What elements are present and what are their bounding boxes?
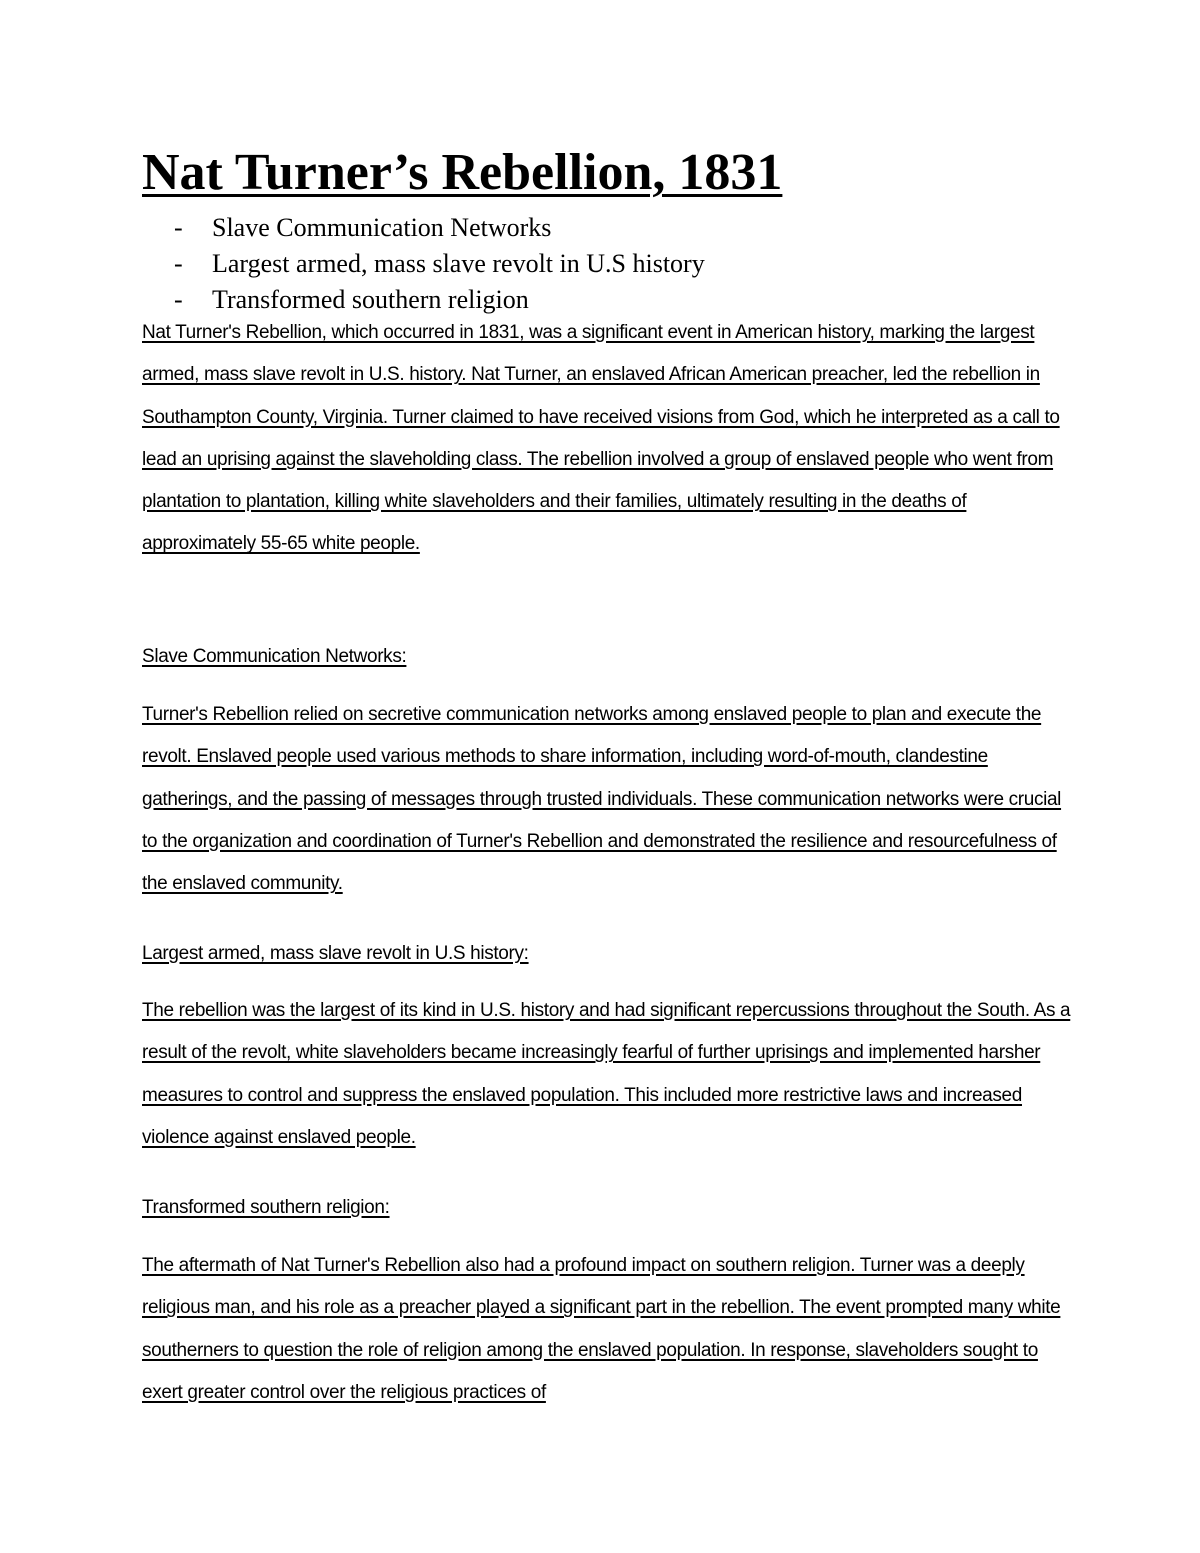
- bullet-item: [142, 246, 705, 282]
- section-heading: Transformed southern religion:: [142, 1197, 390, 1218]
- section-paragraph: The aftermath of Nat Turner's Rebellion also had a profound impact on southern religion. Turner was a deeply religious man, and his role as a preacher played a significant part in the rebellion. The event prompted many white southerners to question the role of religion among the enslaved population. In response, slaveholders sought to exert greater control over the religious practices of: [142, 1255, 1061, 1403]
- section-heading: Slave Communication Networks:: [142, 646, 407, 667]
- bullet-dash: -: [174, 285, 183, 314]
- bullet-dash: -: [174, 213, 183, 242]
- bullet-text: Transformed southern religion: [212, 285, 529, 314]
- bullet-item: [142, 210, 705, 246]
- intro-paragraph: Nat Turner's Rebellion, which occurred in 1831, was a significant event in American history, marking the largest armed, mass slave revolt in U.S. history. Nat Turner, an enslaved African American preacher, led the rebellion in Southampton County, Virginia. Turner claimed to have received visions from God, which he interpreted as a call to lead an uprising against the slaveholding class. The rebellion involved a group of enslaved people who went from plantation to plantation, killing white slaveholders and their families, ultimately resulting in the deaths of approximately 55-65 white people.: [142, 322, 1060, 555]
- bullet-dash: -: [174, 249, 183, 278]
- section-paragraph: Turner's Rebellion relied on secretive communication networks among enslaved people to plan and execute the revolt. Enslaved people used various methods to share information, including word-of-mouth, clandestine gatherings, and the passing of messages through trusted individuals. These communication networks were crucial to the organization and coordination of Turner's Rebellion and demonstrated the resilience and resourcefulness of the enslaved community.: [142, 704, 1062, 895]
- topic-bullet-list: [142, 210, 705, 318]
- section-paragraph: The rebellion was the largest of its kind in U.S. history and had significant repercussions throughout the South. As a result of the revolt, white slaveholders became increasingly fearful of further uprisings and implemented harsher measures to control and suppress the enslaved population. This included more restrictive laws and increased violence against enslaved people.: [142, 1000, 1071, 1148]
- document-title: Nat Turner’s Rebellion, 1831: [142, 144, 783, 201]
- section-heading: Largest armed, mass slave revolt in U.S history:: [142, 943, 529, 964]
- bullet-text: Slave Communication Networks: [212, 213, 552, 242]
- bullet-text: Largest armed, mass slave revolt in U.S history: [212, 249, 705, 278]
